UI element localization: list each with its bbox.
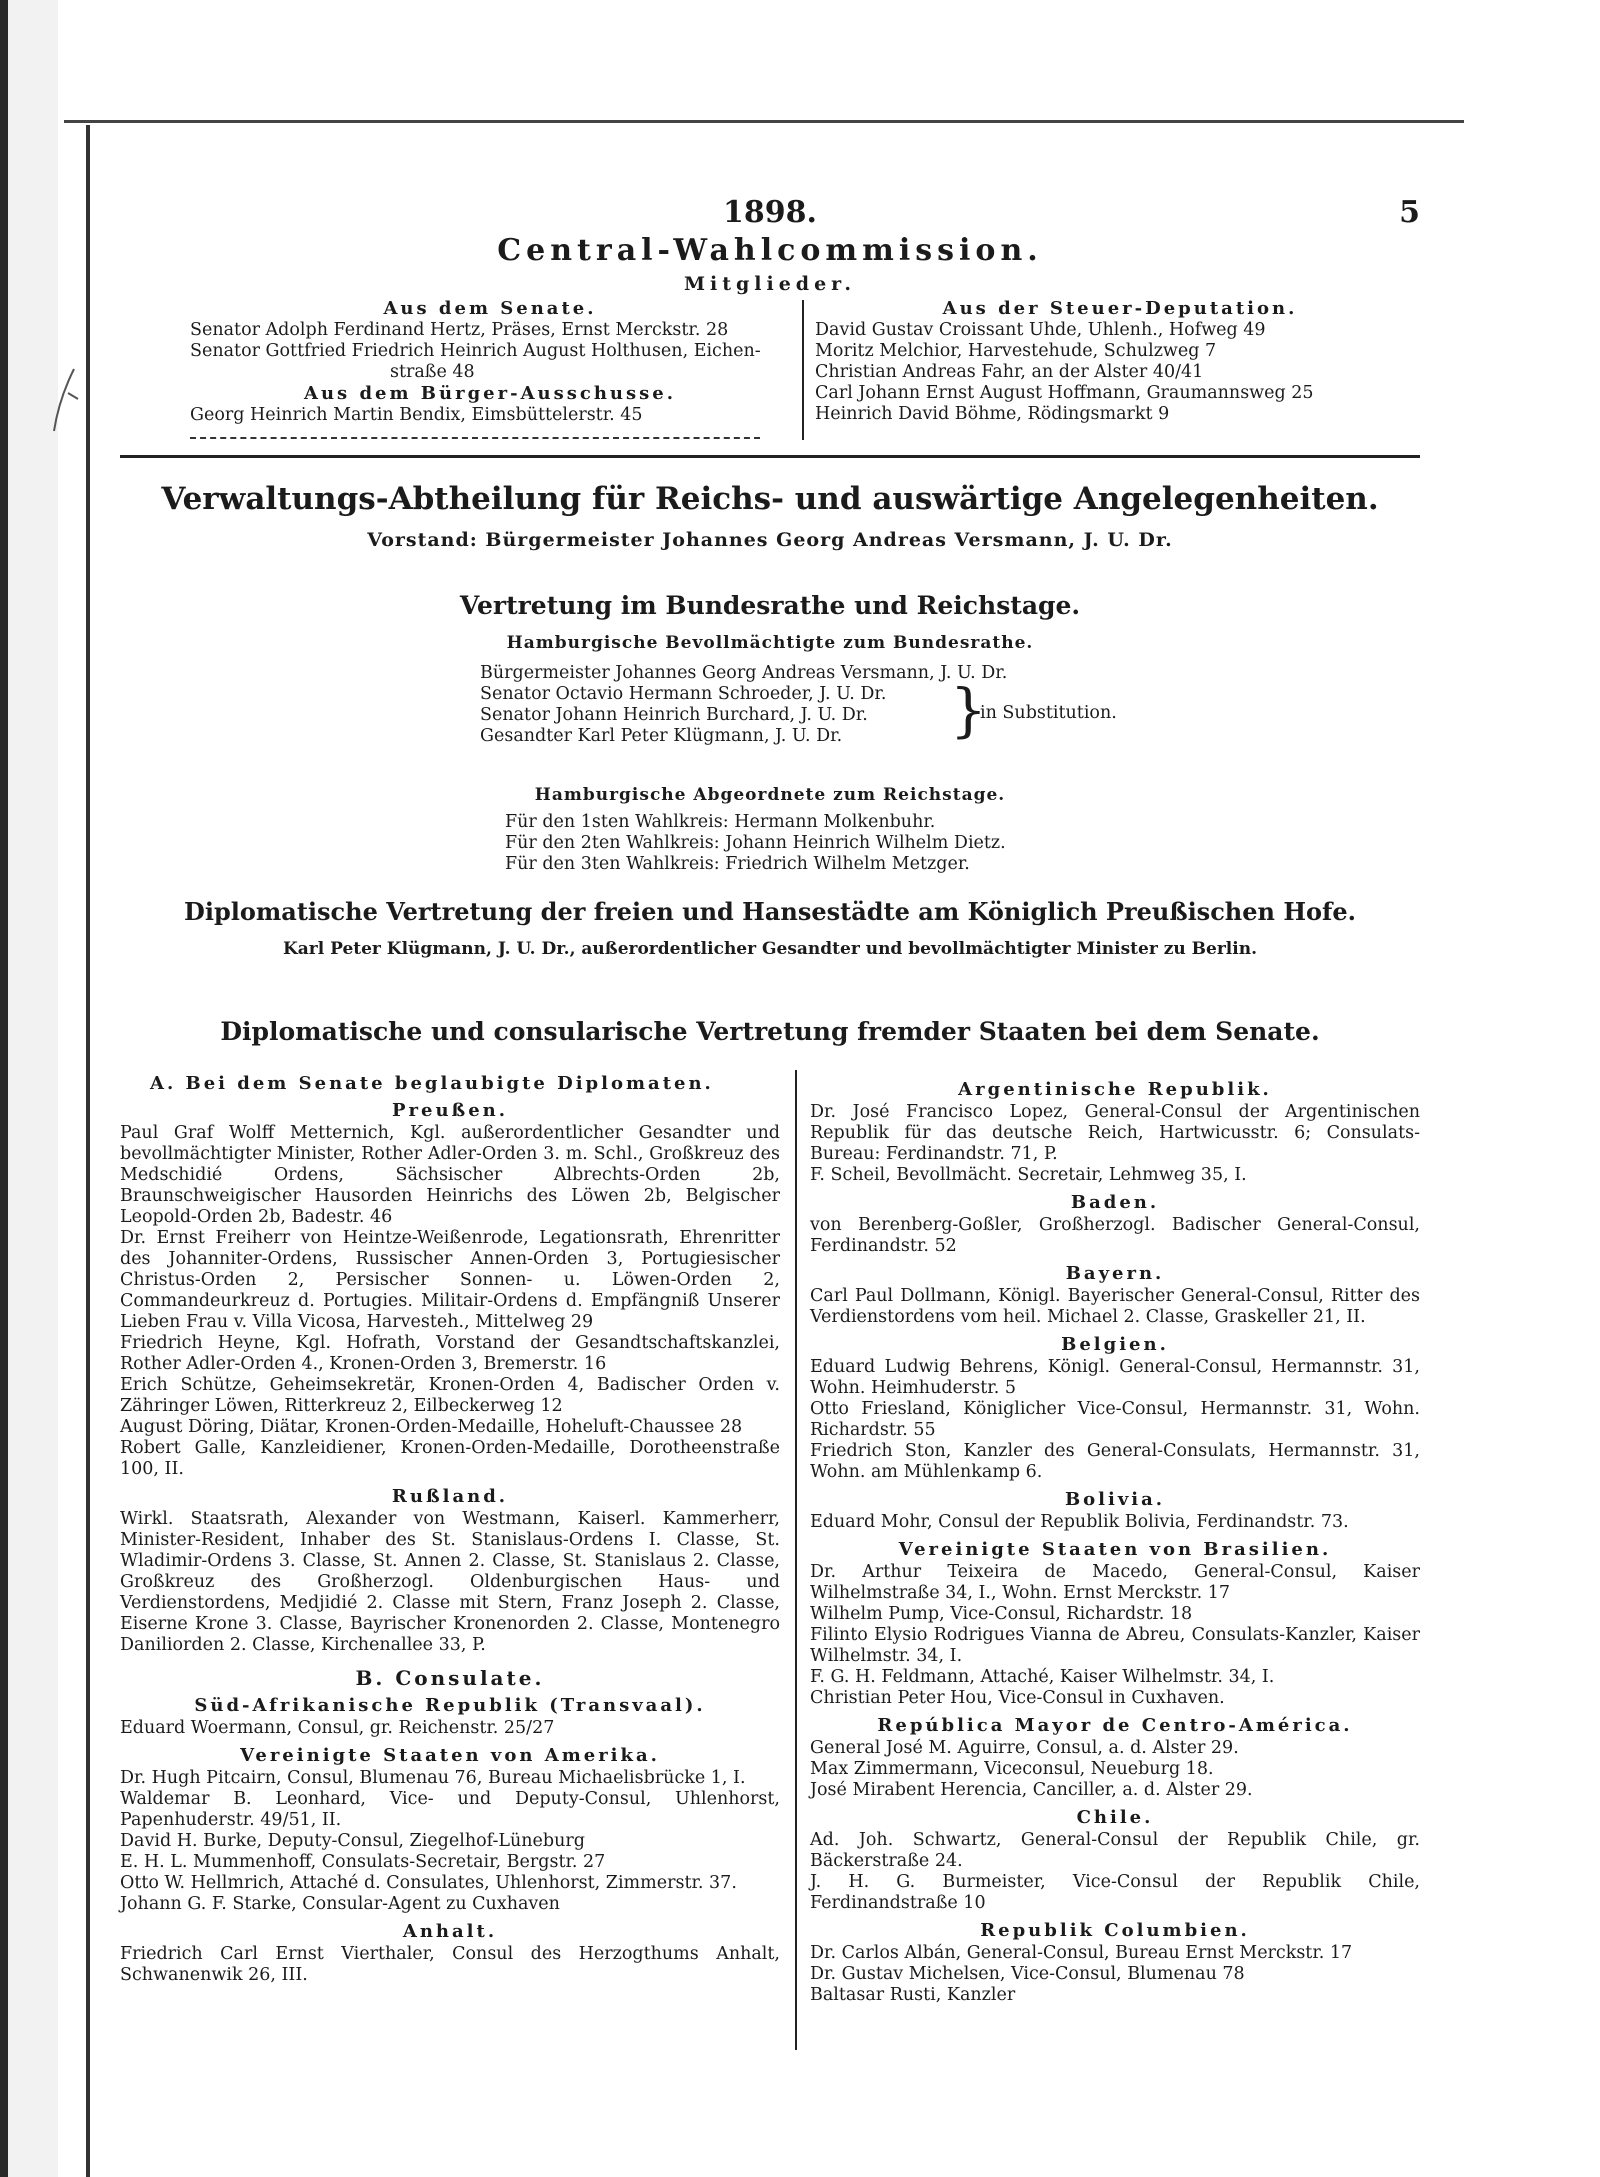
entry: E. H. L. Mummenhoff, Consulats-Secretair, Bergstr. 27 xyxy=(120,1852,606,1872)
central-left-line: Senator Gottfried Friedrich Heinrich August Holthusen, Eichen- xyxy=(190,341,761,361)
page-number: 5 xyxy=(1399,195,1420,230)
entry: Friedrich Carl Ernst Vierthaler, Consul des Herzogthums Anhalt, Schwanenwik 26, III. xyxy=(120,1944,780,1985)
entry: J. H. G. Burmeister, Vice-Consul der Republik Chile, Ferdinandstraße 10 xyxy=(810,1872,1420,1913)
country-heading: Bayern. xyxy=(1065,1263,1165,1284)
steuer-heading: Aus der Steuer-Deputation. xyxy=(942,298,1298,319)
country-heading: Vereinigte Staaten von Amerika. xyxy=(240,1745,660,1766)
fremde-right-column xyxy=(810,1073,1420,2006)
brace-icon: } xyxy=(950,676,987,744)
entry: von Berenberg-Goßler, Großherzogl. Badischer General-Consul, Ferdinandstr. 52 xyxy=(810,1215,1420,1256)
entry: General José M. Aguirre, Consul, a. d. Alster 29. xyxy=(810,1738,1239,1758)
pencil-mark-icon xyxy=(44,365,84,435)
entry: Wirkl. Staatsrath, Alexander von Westmann, Kaiserl. Kammerherr, Minister-Resident, Inhaber des St. Stanislaus-Ordens I. Classe, St. Wladimir-Ordens 3. Classe, St. Annen 2. Classe, St. Stanislaus 2. Classe, Großkreuz des Großherzogl. Oldenburgischen Haus- und Verdienstordens, Medjidié 2. Classe mit Stern, Franz Joseph 2. Classe, Eiserne Krone 3. Classe, Bayrischer Kronenorden 2. Classe, Montenegro Daniliorden 2. Classe, Kirchenallee 33, P. xyxy=(120,1509,780,1655)
fremde-title: Diplomatische und consularische Vertretung fremder Staaten bei dem Senate. xyxy=(220,1017,1320,1046)
entry: José Mirabent Herencia, Canciller, a. d. Alster 29. xyxy=(810,1780,1253,1800)
central-right-line: Heinrich David Böhme, Rödingsmarkt 9 xyxy=(815,404,1170,424)
central-right-column xyxy=(815,298,1425,425)
country-heading: Preußen. xyxy=(391,1100,509,1121)
central-left-line: Georg Heinrich Martin Bendix, Eimsbüttelerstr. 45 xyxy=(190,405,643,425)
entry: Friedrich Ston, Kanzler des General-Consulats, Hermannstr. 31, Wohn. am Mühlenkamp 6. xyxy=(810,1441,1420,1482)
entry: Dr. Ernst Freiherr von Heintze-Weißenrode, Legationsrath, Ehrenritter des Johanniter-Ordens, Russischer Annen-Orden 3, Portugiesischer Christus-Orden 2, Persischer Sonnen- u. Löwen-Orden 2, Commandeurkreuz d. Portugies. Militair-Ordens d. Empfängniß Unserer Lieben Frau v. Villa Vicosa, Harvesteh., Mittelweg 29 xyxy=(120,1228,780,1332)
country-heading: Süd-Afrikanische Republik (Transvaal). xyxy=(194,1695,706,1716)
central-left-column xyxy=(190,298,790,426)
entry: Eduard Mohr, Consul der Republik Bolivia, Ferdinandstr. 73. xyxy=(810,1512,1349,1532)
reichstag-member: Für den 1sten Wahlkreis: Hermann Molkenbuhr. xyxy=(505,812,936,832)
entry: Dr. Hugh Pitcairn, Consul, Blumenau 76, Bureau Michaelisbrücke 1, I. xyxy=(120,1768,746,1788)
section-heading: B. Consulate. xyxy=(355,1666,545,1690)
central-right-line: David Gustav Croissant Uhde, Uhlenh., Hofweg 49 xyxy=(815,320,1266,340)
entry: Otto Friesland, Königlicher Vice-Consul, Hermannstr. 31, Wohn. Richardstr. 55 xyxy=(810,1399,1420,1440)
entry: Robert Galle, Kanzleidiener, Kronen-Orden-Medaille, Dorotheenstraße 100, II. xyxy=(120,1438,780,1479)
entry: August Döring, Diätar, Kronen-Orden-Medaille, Hoheluft-Chaussee 28 xyxy=(120,1417,743,1437)
reichstag-member: Für den 3ten Wahlkreis: Friedrich Wilhelm Metzger. xyxy=(505,854,970,874)
central-right-line: Christian Andreas Fahr, an der Alster 40/41 xyxy=(815,362,1204,382)
central-title: Central-Wahlcommission. xyxy=(497,233,1043,268)
reichstag-member: Für den 2ten Wahlkreis: Johann Heinrich Wilhelm Dietz. xyxy=(505,833,1006,853)
entry: Erich Schütze, Geheimsekretär, Kronen-Orden 4, Badischer Orden v. Zähringer Löwen, Ritterkreuz 2, Eilbeckerweg 12 xyxy=(120,1375,780,1416)
country-heading: Argentinische Republik. xyxy=(958,1079,1272,1100)
fremde-left-column xyxy=(120,1073,780,1986)
central-subtitle: Mitglieder. xyxy=(683,273,857,295)
entry: Dr. Carlos Albán, General-Consul, Bureau Ernst Merckstr. 17 xyxy=(810,1943,1353,1963)
page-border-top xyxy=(64,120,1464,133)
reichstag-subtitle: Hamburgische Abgeordnete zum Reichstage. xyxy=(534,785,1006,805)
page-border-left xyxy=(86,125,90,2177)
scan-edge xyxy=(0,0,8,2177)
entry: Waldemar B. Leonhard, Vice- und Deputy-Consul, Uhlenhorst, Papenhuderstr. 49/51, II. xyxy=(120,1789,780,1830)
central-left-line: straße 48 xyxy=(390,362,475,382)
entry: Baltasar Rusti, Kanzler xyxy=(810,1985,1016,2005)
scan-margin xyxy=(8,0,58,2177)
entry: Christian Peter Hou, Vice-Consul in Cuxhaven. xyxy=(810,1688,1225,1708)
country-heading: Chile. xyxy=(1076,1807,1154,1828)
country-heading: República Mayor de Centro-América. xyxy=(877,1715,1353,1736)
buerger-heading: Aus dem Bürger-Ausschusse. xyxy=(303,383,677,404)
bundesrath-member: Bürgermeister Johannes Georg Andreas Versmann, J. U. Dr. xyxy=(480,663,1008,683)
vorstand-line: Vorstand: Bürgermeister Johannes Georg Andreas Versmann, J. U. Dr. xyxy=(367,529,1173,551)
entry: Dr. Arthur Teixeira de Macedo, General-Consul, Kaiser Wilhelmstraße 34, I., Wohn. Ernst Merckstr. 17 xyxy=(810,1562,1420,1603)
header-year: 1898. xyxy=(723,195,817,230)
entry: Dr. Gustav Michelsen, Vice-Consul, Blumenau 78 xyxy=(810,1964,1245,1984)
country-heading: Vereinigte Staaten von Brasilien. xyxy=(898,1539,1332,1560)
column-divider xyxy=(795,1070,797,2050)
verwaltung-title: Verwaltungs-Abtheilung für Reichs- und auswärtige Angelegenheiten. xyxy=(161,481,1379,517)
bundesrath-title: Vertretung im Bundesrathe und Reichstage. xyxy=(459,591,1081,620)
entry: Paul Graf Wolff Metternich, Kgl. außerordentlicher Gesandter und bevollmächtigter Minister, Rother Adler-Orden 3. m. Schl., Großkreuz des Medschidié Ordens, Sächsischer Albrechts-Orden 2b, Braunschweigischer Hausorden Heinrichs des Löwen 2b, Belgischer Leopold-Orden 2b, Badestr. 46 xyxy=(120,1123,780,1227)
column-divider xyxy=(802,300,804,440)
entry: Max Zimmermann, Viceconsul, Neueburg 18. xyxy=(810,1759,1214,1779)
central-right-line: Moritz Melchior, Harvestehude, Schulzweg 7 xyxy=(815,341,1217,361)
entry: Ad. Joh. Schwartz, General-Consul der Republik Chile, gr. Bäckerstraße 24. xyxy=(810,1830,1420,1871)
country-heading: Anhalt. xyxy=(402,1921,498,1942)
entry: F. G. H. Feldmann, Attaché, Kaiser Wilhelmstr. 34, I. xyxy=(810,1667,1275,1687)
country-heading: Baden. xyxy=(1070,1192,1160,1213)
country-heading: Rußland. xyxy=(391,1486,509,1507)
entry: Dr. José Francisco Lopez, General-Consul der Argentinischen Republik für das deutsche Reich, Hartwicusstr. 6; Consulats-Bureau: Ferdinandstr. 71, P. xyxy=(810,1102,1420,1164)
country-heading: Bolivia. xyxy=(1064,1489,1166,1510)
entry: Filinto Elysio Rodrigues Vianna de Abreu, Consulats-Kanzler, Kaiser Wilhelmstr. 34, I. xyxy=(810,1625,1420,1666)
preussen-hof-line: Karl Peter Klügmann, J. U. Dr., außerordentlicher Gesandter und bevollmächtigter Minister zu Berlin. xyxy=(283,939,1257,959)
entry: Otto W. Hellmrich, Attaché d. Consulates, Uhlenhorst, Zimmerstr. 37. xyxy=(120,1873,737,1893)
bundesrath-subtitle: Hamburgische Bevollmächtigte zum Bundesrathe. xyxy=(506,633,1034,653)
entry: Eduard Ludwig Behrens, Königl. General-Consul, Hermannstr. 31, Wohn. Heimhuderstr. 5 xyxy=(810,1357,1420,1398)
central-right-line: Carl Johann Ernst August Hoffmann, Graumannsweg 25 xyxy=(815,383,1314,403)
entry: F. Scheil, Bevollmächt. Secretair, Lehmweg 35, I. xyxy=(810,1165,1247,1185)
document-page xyxy=(120,165,1420,2145)
bundesrath-member: Senator Octavio Hermann Schroeder, J. U. Dr. xyxy=(480,684,887,704)
entry: Johann G. F. Starke, Consular-Agent zu Cuxhaven xyxy=(120,1894,560,1914)
section-heading: A. Bei dem Senate beglaubigte Diplomaten. xyxy=(150,1073,714,1094)
substitution-note: in Substitution. xyxy=(980,703,1117,723)
entry: David H. Burke, Deputy-Consul, Ziegelhof-Lüneburg xyxy=(120,1831,585,1851)
section-rule xyxy=(120,455,1420,458)
bundesrath-member: Senator Johann Heinrich Burchard, J. U. Dr. xyxy=(480,705,868,725)
country-heading: Republik Columbien. xyxy=(980,1920,1250,1941)
country-heading: Belgien. xyxy=(1061,1334,1169,1355)
entry: Friedrich Heyne, Kgl. Hofrath, Vorstand der Gesandtschaftskanzlei, Rother Adler-Orden 4., Kronen-Orden 3, Bremerstr. 16 xyxy=(120,1333,780,1374)
reichstag-list xyxy=(505,812,1105,875)
entry: Wilhelm Pump, Vice-Consul, Richardstr. 18 xyxy=(810,1604,1193,1624)
central-left-line: Senator Adolph Ferdinand Hertz, Präses, Ernst Merckstr. 28 xyxy=(190,320,729,340)
bundesrath-member: Gesandter Karl Peter Klügmann, J. U. Dr. xyxy=(480,726,843,746)
entry: Eduard Woermann, Consul, gr. Reichenstr. 25/27 xyxy=(120,1718,555,1738)
preussen-hof-title: Diplomatische Vertretung der freien und Hansestädte am Königlich Preußischen Hofe. xyxy=(184,897,1356,926)
senate-heading: Aus dem Senate. xyxy=(383,298,597,319)
dashed-rule xyxy=(190,437,760,439)
entry: Carl Paul Dollmann, Königl. Bayerischer General-Consul, Ritter des Verdienstordens vom heil. Michael 2. Classe, Graskeller 21, II. xyxy=(810,1286,1420,1327)
